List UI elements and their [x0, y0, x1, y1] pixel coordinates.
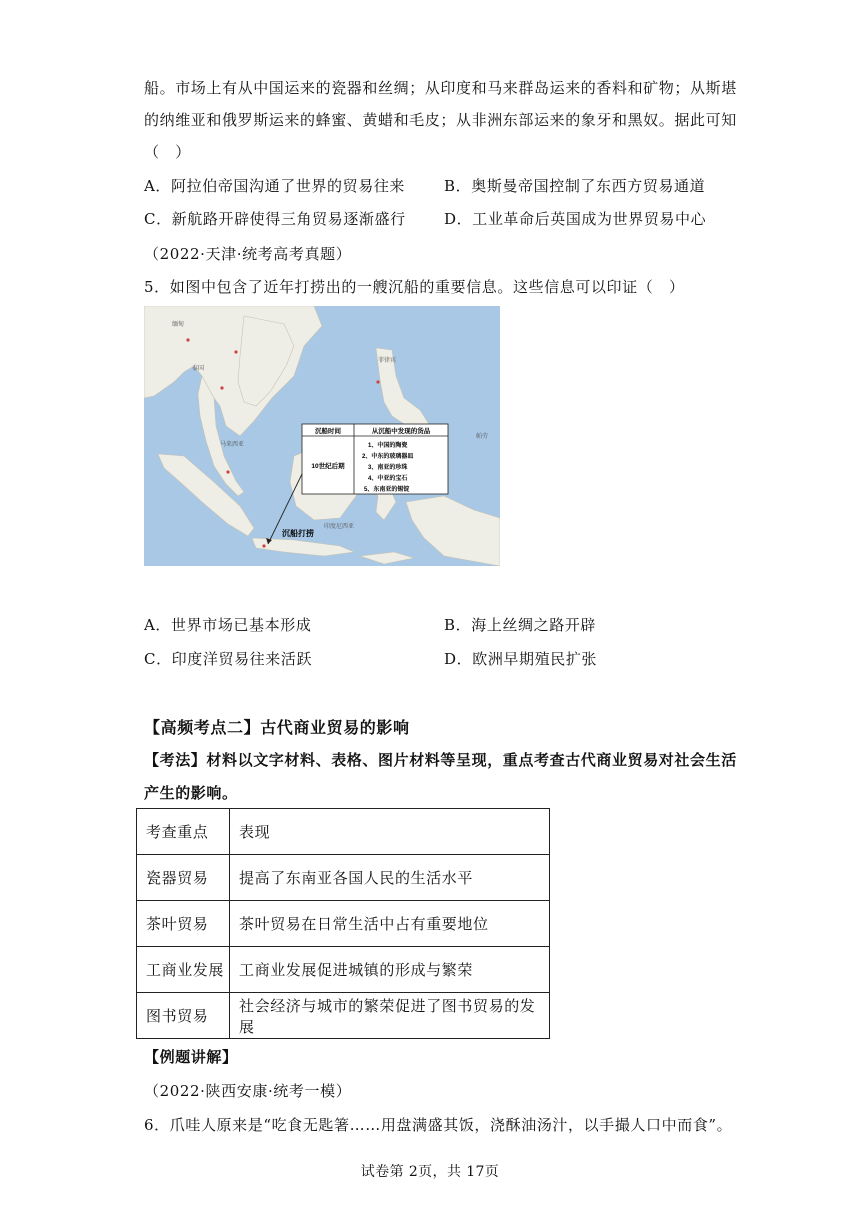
q5-option-c: C．印度洋贸易往来活跃 [144, 650, 313, 668]
q4-option-a: A．阿拉伯帝国沟通了世界的贸易往来 [144, 177, 406, 195]
q5-source: （2022·天津·统考高考真题） [144, 245, 352, 263]
section-title: 【高频考点二】古代商业贸易的影响 [144, 718, 410, 737]
q5-option-a: A．世界市场已基本形成 [144, 616, 312, 634]
map-city-marker [226, 470, 229, 473]
q4-text-line-1: 船。市场上有从中国运来的瓷器和丝绸；从印度和马来群岛运来的香料和矿物；从斯堪 [144, 79, 737, 97]
q5-option-d: D．欧洲早期殖民扩张 [444, 650, 598, 668]
map-goods-item: 5、东南亚的锡锭 [364, 487, 410, 493]
q6-stem: 6．爪哇人原来是“吃食无匙箸……用盘满盛其饭，浇酥油汤汁，以手撮人口中而食”。 [144, 1116, 733, 1134]
map-label-myanmar: 缅甸 [172, 322, 185, 328]
q4-answer-paren: （ ） [144, 143, 191, 161]
example-heading: 【例题讲解】 [144, 1048, 238, 1066]
table-row [137, 947, 550, 993]
map-label-indonesia: 印度尼西亚 [324, 524, 355, 530]
q4-option-d: D．工业革命后英国成为世界贸易中心 [444, 210, 707, 228]
method-line-2: 产生的影响。 [144, 784, 238, 802]
map-city-marker [220, 386, 223, 389]
shipwreck-info-table [302, 424, 448, 494]
map-salvage-label: 沉船打捞 [282, 529, 314, 538]
map-label-thailand: 泰国 [192, 366, 205, 372]
table-cell: 图书贸易 [137, 993, 230, 1039]
q4-option-c: C．新航路开辟使得三角贸易逐渐盛行 [144, 210, 406, 228]
map-goods-item: 2、中东的玻璃器皿 [362, 454, 414, 460]
table-cell: 提高了东南亚各国人民的生活水平 [230, 855, 550, 901]
q5-stem: 5．如图中包含了近年打捞出的一艘沉船的重要信息。这些信息可以印证（ ） [144, 278, 685, 296]
map-table-header-goods: 从沉船中发现的货品 [371, 428, 431, 435]
table-header-cell: 表现 [230, 809, 550, 855]
map-table-header-time: 沉船时间 [315, 428, 341, 435]
table-cell: 茶叶贸易 [137, 901, 230, 947]
map-city-marker [262, 544, 265, 547]
table-row [137, 901, 550, 947]
map-table-time-value: 10世纪后期 [311, 463, 345, 470]
table-header-row [137, 809, 550, 855]
q4-option-b: B．奥斯曼帝国控制了东西方贸易通道 [444, 177, 706, 195]
key-points-table [136, 808, 550, 1039]
map-label-malaysia: 马来西亚 [220, 442, 245, 448]
map-label-philippines: 菲律宾 [378, 358, 397, 364]
shipwreck-map [144, 306, 500, 566]
map-goods-item: 3、南亚的珍珠 [368, 465, 408, 471]
table-row [137, 855, 550, 901]
q6-source: （2022·陕西安康·统考一模） [144, 1082, 352, 1100]
table-cell: 瓷器贸易 [137, 855, 230, 901]
map-city-marker [186, 338, 189, 341]
map-goods-item: 4、中亚的宝石 [368, 476, 408, 482]
map-city-marker [234, 350, 237, 353]
map-city-marker [376, 380, 379, 383]
table-cell: 工商业发展 [137, 947, 230, 993]
q4-text-line-2: 的纳维亚和俄罗斯运来的蜂蜜、黄蜡和毛皮；从非洲东部运来的象牙和黑奴。据此可知 [144, 111, 737, 129]
map-label-palau: 帕劳 [476, 434, 489, 440]
table-cell: 工商业发展促进城镇的形成与繁荣 [230, 947, 550, 993]
table-cell: 社会经济与城市的繁荣促进了图书贸易的发展 [230, 993, 550, 1039]
page-footer: 试卷第 2页，共 17页 [360, 1164, 500, 1180]
map-goods-item: 1、中国的陶瓷 [368, 443, 408, 449]
table-cell: 茶叶贸易在日常生活中占有重要地位 [230, 901, 550, 947]
table-header-cell: 考查重点 [137, 809, 230, 855]
q5-option-b: B．海上丝绸之路开辟 [444, 616, 597, 634]
method-line-1: 【考法】材料以文字材料、表格、图片材料等呈现，重点考查古代商业贸易对社会生活 [144, 751, 737, 769]
table-row [137, 993, 550, 1039]
